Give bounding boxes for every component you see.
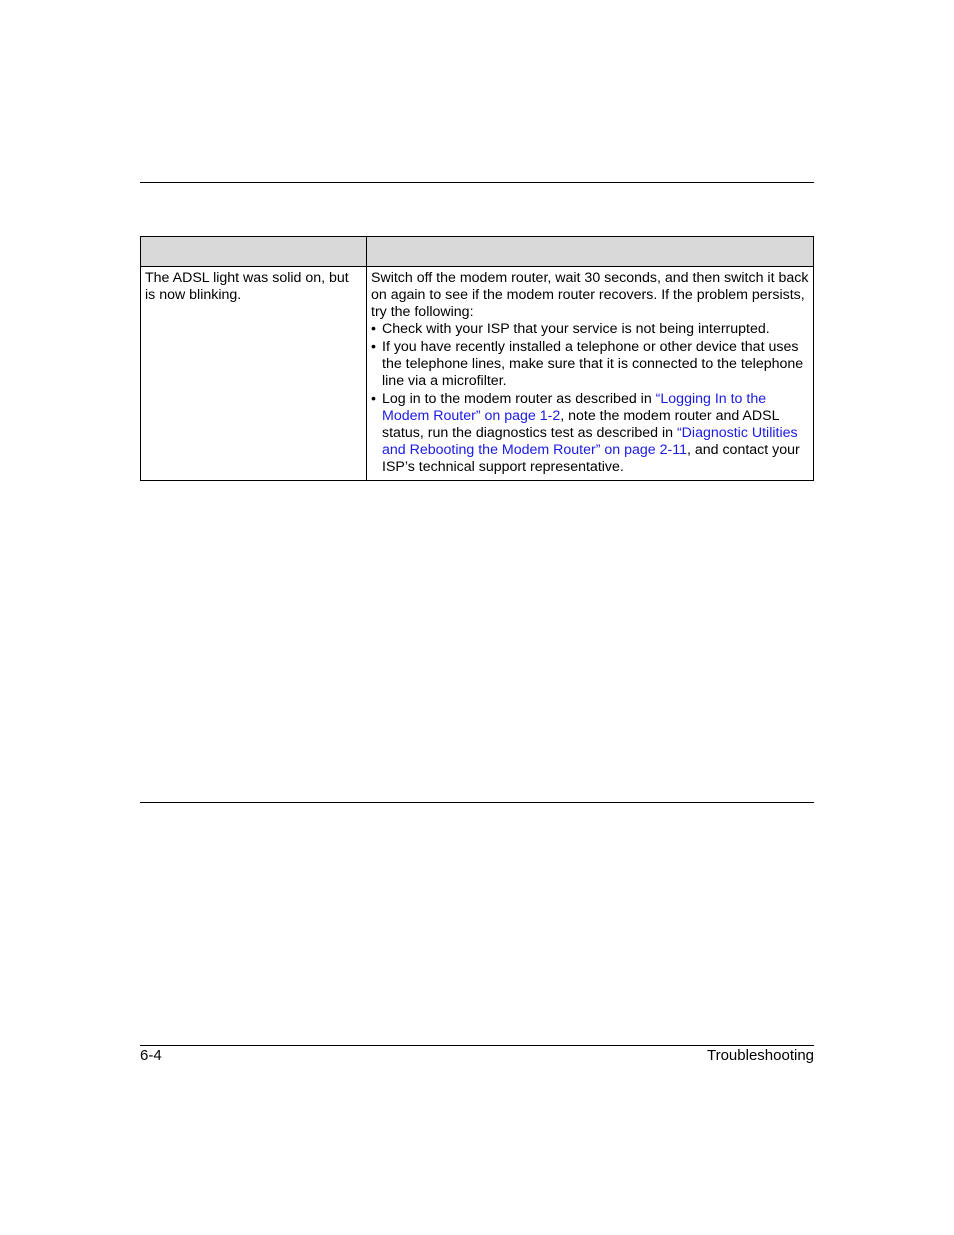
page-number: 6-4 (140, 1047, 162, 1064)
step-text: , note the modem router and ADSL status, run the diagnostics test as described in (382, 408, 779, 441)
troubleshooting-table (140, 236, 814, 481)
table-header-row (141, 237, 814, 267)
action-cell (367, 267, 814, 481)
list-item (371, 391, 809, 476)
table-row (141, 267, 814, 481)
symptom-cell: The ADSL light was solid on, but is now blinking. (141, 267, 367, 481)
logging-in-link[interactable]: “Logging In to the Modem Router” on page 1-2 (382, 391, 767, 424)
action-steps-list (371, 321, 809, 476)
footer-rule (140, 1045, 814, 1046)
diagnostic-utilities-link[interactable]: “Diagnostic Utilities and Rebooting the Modem Router” on page 2-11 (382, 425, 798, 458)
list-item: • Check with your ISP that your service is not being interrupted. (371, 321, 809, 338)
section-rule (140, 802, 814, 803)
table-header-cell-action (367, 237, 814, 267)
chapter-title: Troubleshooting (706, 1047, 814, 1064)
step-text: Log in to the modem router as described in (382, 391, 656, 407)
action-intro: Switch off the modem router, wait 30 seconds, and then switch it back on again to see if the modem router recovers. If the problem persists, try the following: (371, 270, 809, 320)
header-rule (140, 182, 814, 183)
list-item: • If you have recently installed a telephone or other device that uses the telephone lines, make sure that it is connected to the telephone line via a microfilter. (371, 339, 809, 390)
step-text: , and contact your ISP’s technical support representative. (382, 442, 800, 475)
table-header-cell-symptom (141, 237, 367, 267)
